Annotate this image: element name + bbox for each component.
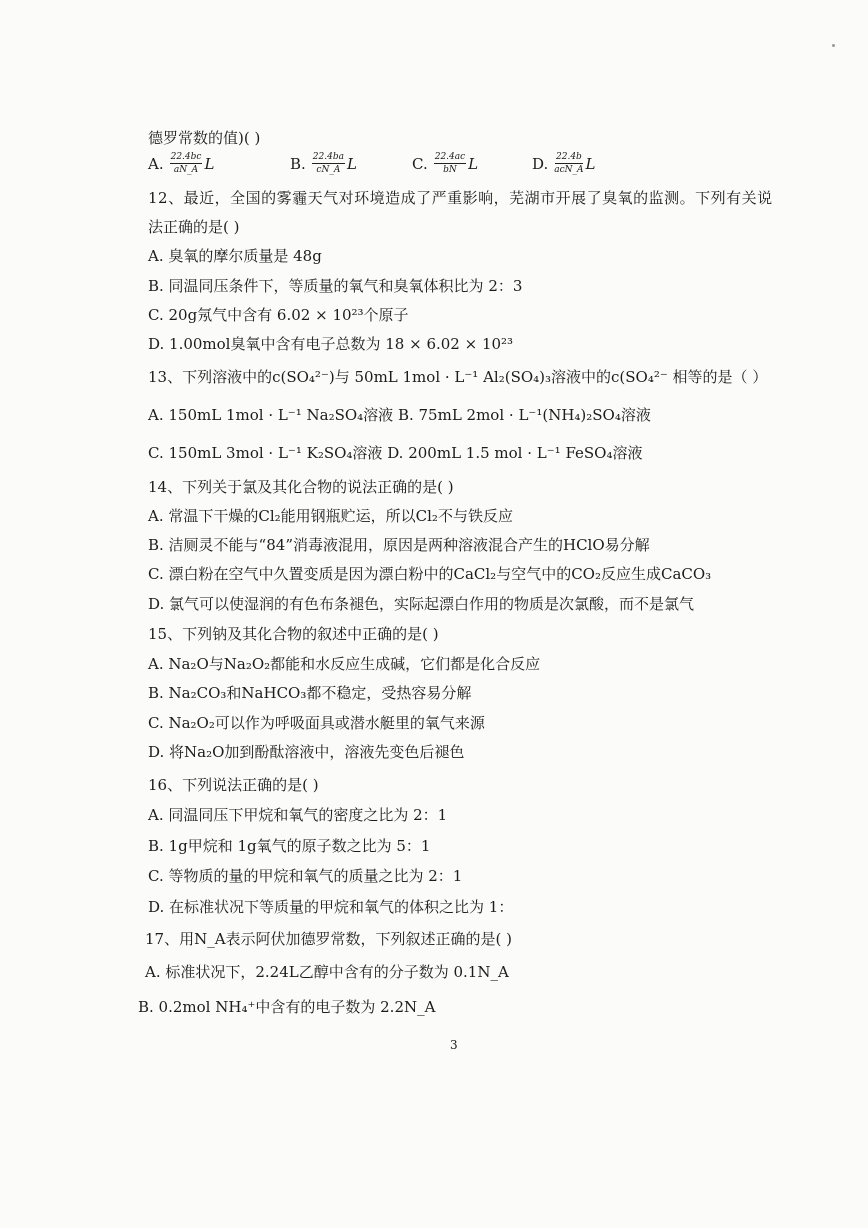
q16-option-d: D. 在标准状况下等质量的甲烷和氧气的体积之比为 1： — [148, 898, 514, 916]
denominator: bN — [443, 165, 457, 175]
unit: L — [468, 154, 479, 173]
fraction — [170, 152, 203, 175]
q15-stem: 15、下列钠及其化合物的叙述中正确的是( ) — [148, 625, 439, 643]
numerator: 22.4b — [556, 152, 582, 162]
q14-stem: 14、下列关于氯及其化合物的说法正确的是( ) — [148, 478, 454, 496]
q12-option-d: D. 1.00mol臭氧中含有电子总数为 18 × 6.02 × 10²³ — [148, 335, 514, 353]
q15-option-b: B. Na₂CO₃和NaHCO₃都不稳定，受热容易分解 — [148, 684, 472, 702]
fraction — [434, 152, 466, 175]
unit: L — [204, 154, 215, 173]
q14-option-d: D. 氯气可以使湿润的有色布条褪色，实际起漂白作用的物质是次氯酸，而不是氯气 — [148, 595, 695, 613]
numerator: 22.4ba — [312, 152, 344, 162]
q14-option-c: C. 漂白粉在空气中久置变质是因为漂白粉中的CaCl₂与空气中的CO₂反应生成CaCO₃ — [148, 565, 712, 583]
fraction — [312, 152, 345, 175]
q11-option-d — [532, 152, 596, 175]
q16-option-c: C. 等物质的量的甲烷和氧气的质量之比为 2：1 — [148, 867, 463, 885]
denominator: cN_A — [316, 165, 341, 175]
q13-options-ab: A. 150mL 1mol · L⁻¹ Na₂SO₄溶液 B. 75mL 2mol · L⁻¹(NH₄)₂SO₄溶液 — [148, 406, 651, 424]
option-letter: C. — [412, 154, 428, 173]
q14-option-a: A. 常温下干燥的Cl₂能用钢瓶贮运，所以Cl₂不与铁反应 — [148, 507, 513, 525]
q13-options-cd: C. 150mL 3mol · L⁻¹ K₂SO₄溶液 D. 200mL 1.5 mol · L⁻¹ FeSO₄溶液 — [148, 444, 643, 462]
q13-stem: 13、下列溶液中的c(SO₄²⁻)与 50mL 1mol · L⁻¹ Al₂(SO₄)₃溶液中的c(SO₄²⁻ 相等的是（ ） — [148, 368, 768, 386]
q12-option-c: C. 20g氖气中含有 6.02 × 10²³个原子 — [148, 306, 409, 324]
q12-option-a: A. 臭氧的摩尔质量是 48g — [148, 247, 322, 265]
q11-options — [148, 152, 768, 186]
option-letter: D. — [532, 154, 549, 173]
q17-option-a: A. 标准状况下，2.24L乙醇中含有的分子数为 0.1N_A — [145, 963, 509, 981]
q17-stem: 17、用N_A表示阿伏加德罗常数，下列叙述正确的是( ) — [145, 930, 513, 948]
q15-option-d: D. 将Na₂O加到酚酞溶液中，溶液先变色后褪色 — [148, 743, 465, 761]
numerator: 22.4bc — [170, 152, 202, 162]
option-letter: B. — [290, 154, 306, 173]
q12-stem: 12、最近，全国的雾霾天气对环境造成了严重影响，芜湖市开展了臭氧的监测。下列有关说 — [148, 189, 773, 207]
q12-stem-cont: 法正确的是( ) — [148, 218, 240, 236]
q16-option-b: B. 1g甲烷和 1g氧气的原子数之比为 5：1 — [148, 837, 431, 855]
q11-option-c — [412, 152, 478, 175]
page-number: 3 — [450, 1038, 458, 1052]
numerator: 22.4ac — [434, 152, 466, 162]
q15-option-a: A. Na₂O与Na₂O₂都能和水反应生成碱，它们都是化合反应 — [148, 655, 541, 673]
q11-tail: 德罗常数的值)( ) — [148, 129, 261, 147]
q11-option-b — [290, 152, 357, 175]
fraction — [554, 152, 583, 175]
q11-option-a — [148, 152, 214, 175]
q15-option-c: C. Na₂O₂可以作为呼吸面具或潜水艇里的氧气来源 — [148, 714, 485, 732]
unit: L — [346, 154, 357, 173]
q16-stem: 16、下列说法正确的是( ) — [148, 776, 319, 794]
option-letter: A. — [148, 154, 164, 173]
q17-option-b: B. 0.2mol NH₄⁺中含有的电子数为 2.2N_A — [138, 998, 436, 1016]
scan-speck — [832, 44, 835, 47]
unit: L — [585, 154, 596, 173]
q16-option-a: A. 同温同压下甲烷和氧气的密度之比为 2：1 — [148, 806, 448, 824]
q14-option-b: B. 洁厕灵不能与“84”消毒液混用，原因是两种溶液混合产生的HClO易分解 — [148, 536, 650, 554]
q12-option-b: B. 同温同压条件下，等质量的氧气和臭氧体积比为 2：3 — [148, 277, 523, 295]
denominator: acN_A — [554, 165, 584, 175]
denominator: aN_A — [173, 165, 199, 175]
